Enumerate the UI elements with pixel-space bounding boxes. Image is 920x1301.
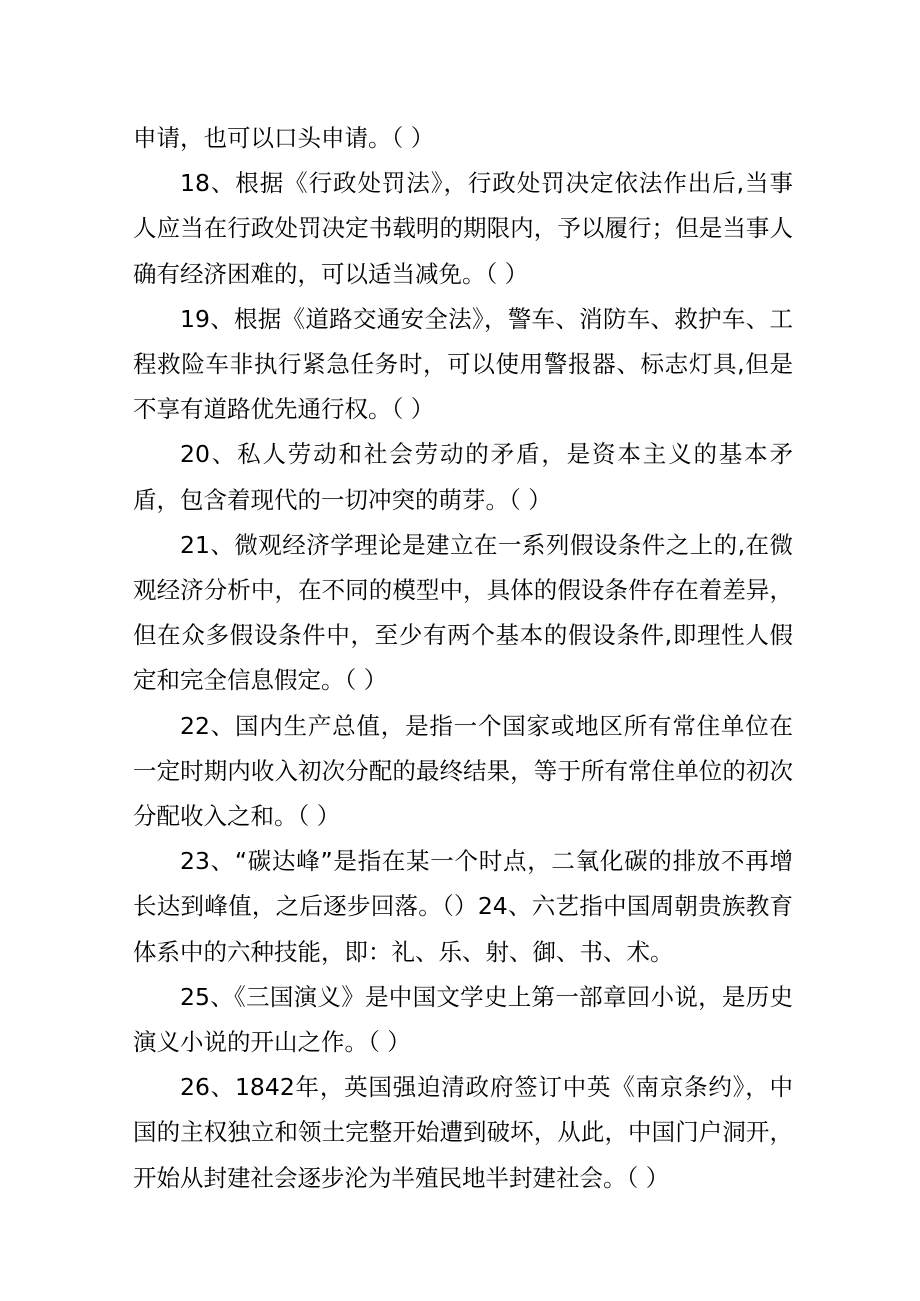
question-25: 25、《三国演义》是中国文学史上第一部章回小说，是历史演义小说的开山之作。（ ） bbox=[133, 982, 793, 1057]
document-body bbox=[133, 116, 793, 1201]
question-20: 20、私人劳动和社会劳动的矛盾，是资本主义的基本矛盾，包含着现代的一切冲突的萌芽。（ ） bbox=[133, 440, 793, 514]
question-22: 22、国内生产总值，是指一个国家或地区所有常住单位在一定时期内收入初次分配的最终结果，等于所有常住单位的初次分配收入之和。（ ） bbox=[133, 711, 793, 831]
paragraph-continuation: 申请，也可以口头申请。（ ） bbox=[133, 124, 435, 152]
question-21: 21、微观经济学理论是建立在一系列假设条件之上的,在微观经济分析中，在不同的模型中，具体的假设条件存在着差异，但在众多假设条件中，至少有两个基本的假设条件,即理性人假定和完全信息假定。（ ） bbox=[133, 530, 793, 695]
question-18: 18、根据《行政处罚法》，行政处罚决定依法作出后,当事人应当在行政处罚决定书载明的期限内，予以履行；但是当事人确有经济困难的，可以适当减免。（ ） bbox=[133, 169, 793, 288]
question-23-24: 23、“碳达峰”是指在某一个时点，二氧化碳的排放不再增长达到峰值，之后逐步回落。（）24、六艺指中国周朝贵族教育体系中的六种技能，即：礼、乐、射、御、书、术。 bbox=[133, 847, 793, 966]
question-19: 19、根据《道路交通安全法》，警车、消防车、救护车、工程救险车非执行紧急任务时，可以使用警报器、标志灯具,但是不享有道路优先通行权。（ ） bbox=[133, 304, 793, 424]
question-26: 26、1842年，英国强迫清政府签订中英《南京条约》，中国的主权独立和领土完整开始遭到破坏，从此，中国门户洞开，开始从封建社会逐步沦为半殖民地半封建社会。（ ） bbox=[133, 1073, 793, 1192]
